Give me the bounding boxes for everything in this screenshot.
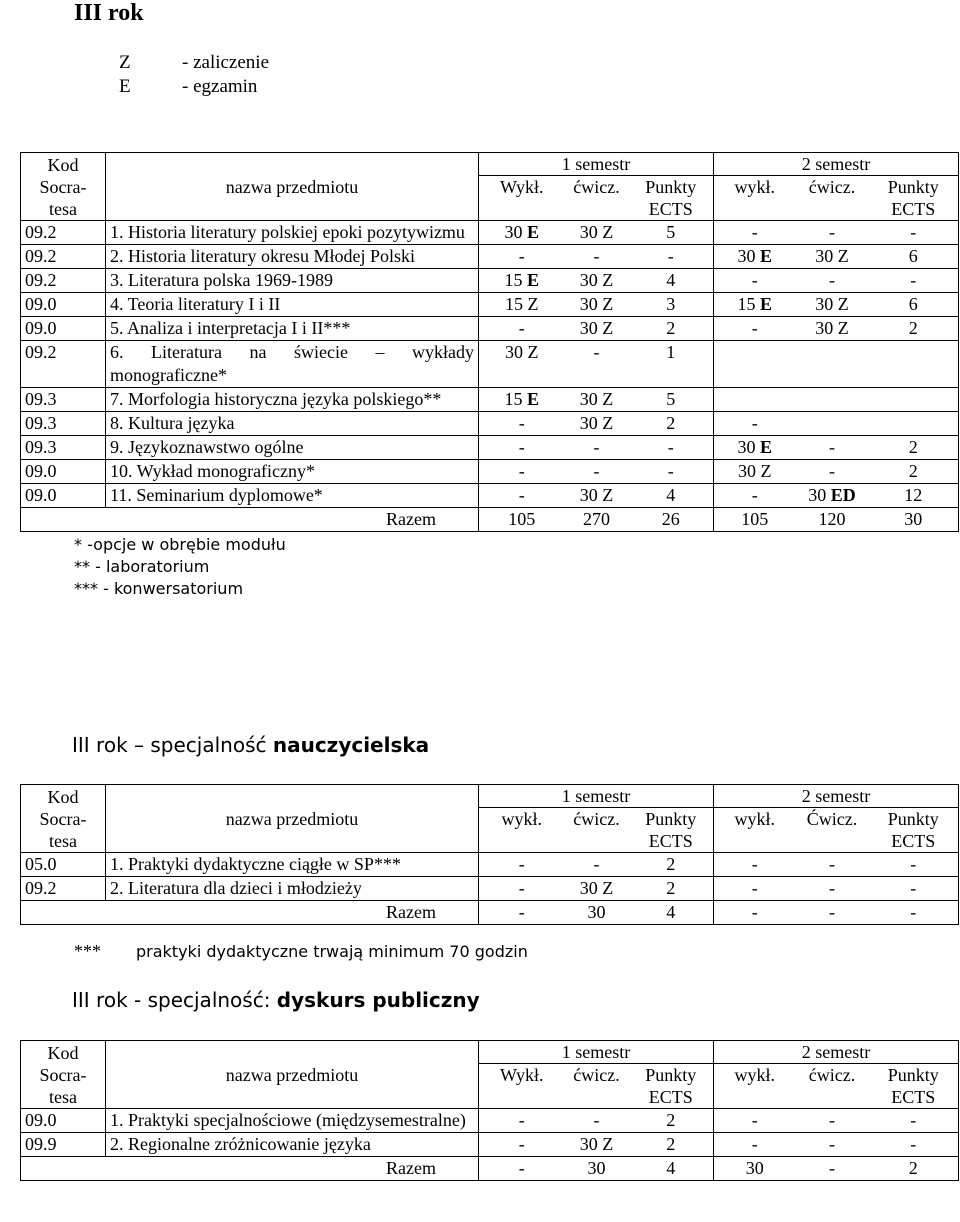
- cell-value: 4: [629, 484, 714, 508]
- total-value: 26: [629, 508, 714, 532]
- footnote-mark: ***: [74, 941, 101, 961]
- cell-value: -: [629, 460, 714, 484]
- cell-value: 30 Z: [714, 460, 796, 484]
- cell-value: 30 Z: [565, 317, 629, 341]
- total-label: Razem: [21, 1157, 479, 1181]
- header-c1: Wykł.: [479, 1064, 565, 1109]
- total-value: -: [714, 901, 796, 925]
- course-table-teaching: [20, 784, 959, 925]
- total-value: -: [869, 901, 959, 925]
- footnote-teaching: [74, 941, 528, 962]
- cell-value: -: [796, 853, 869, 877]
- cell-value: 30 Z: [479, 341, 565, 388]
- cell-value: 30 Z: [796, 317, 869, 341]
- cell-value: 30 Z: [565, 412, 629, 436]
- cell-value: -: [565, 245, 629, 269]
- header-kod: Kod Socra- tesa: [21, 1041, 106, 1109]
- cell-value: 30 ED: [796, 484, 869, 508]
- cell-value: -: [714, 269, 796, 293]
- header-sem1: 1 semestr: [479, 1041, 714, 1064]
- cell-value: 2: [629, 1109, 714, 1133]
- cell-value: [869, 341, 959, 388]
- cell-value: 30 Z: [565, 293, 629, 317]
- cell-kod: 09.2: [21, 269, 106, 293]
- header-row: [21, 1041, 959, 1064]
- header-nazwa: nazwa przedmiotu: [106, 1041, 479, 1109]
- cell-value: -: [479, 436, 565, 460]
- cell-value: 3: [629, 293, 714, 317]
- cell-value: 15 E: [479, 388, 565, 412]
- cell-kod: 09.0: [21, 1109, 106, 1133]
- table-row: [21, 221, 959, 245]
- cell-value: 2: [869, 436, 959, 460]
- cell-value: -: [796, 221, 869, 245]
- cell-kod: 09.9: [21, 1133, 106, 1157]
- cell-value: 30 Z: [565, 1133, 629, 1157]
- total-value: 2: [869, 1157, 959, 1181]
- cell-value: [869, 412, 959, 436]
- cell-nazwa: 1. Historia literatury polskiej epoki pozytywizmu: [106, 221, 479, 245]
- cell-value: -: [629, 245, 714, 269]
- cell-value: -: [565, 460, 629, 484]
- cell-nazwa: 1. Praktyki specjalnościowe (międzysemestralne): [106, 1109, 479, 1133]
- cell-value: -: [796, 1133, 869, 1157]
- header-c2: ćwicz.: [565, 176, 629, 221]
- section-name: dyskurs publiczny: [276, 988, 480, 1012]
- cell-kod: 09.2: [21, 341, 106, 388]
- header-c2: ćwicz.: [565, 1064, 629, 1109]
- total-value: 4: [629, 1157, 714, 1181]
- cell-value: -: [796, 877, 869, 901]
- total-value: 30: [565, 1157, 629, 1181]
- table-row: [21, 1109, 959, 1133]
- table-row: [21, 460, 959, 484]
- cell-value: -: [796, 460, 869, 484]
- header-c3: Punkty ECTS: [629, 1064, 714, 1109]
- total-row: [21, 901, 959, 925]
- cell-value: -: [869, 221, 959, 245]
- header-nazwa: nazwa przedmiotu: [106, 153, 479, 221]
- legend-key: Z: [119, 52, 131, 73]
- cell-nazwa: 7. Morfologia historyczna języka polskiego**: [106, 388, 479, 412]
- cell-value: 15 E: [714, 293, 796, 317]
- cell-value: 30 Z: [565, 221, 629, 245]
- cell-kod: 09.2: [21, 221, 106, 245]
- total-value: 105: [479, 508, 565, 532]
- cell-kod: 09.0: [21, 484, 106, 508]
- cell-value: -: [479, 1109, 565, 1133]
- header-c1: Wykł.: [479, 176, 565, 221]
- cell-nazwa: 6. Literatura na świecie – wykłady monograficzne*: [106, 341, 479, 388]
- total-row: [21, 508, 959, 532]
- cell-kod: 05.0: [21, 853, 106, 877]
- cell-value: [796, 412, 869, 436]
- section-prefix: III rok - specjalność:: [72, 988, 277, 1012]
- cell-value: [714, 341, 796, 388]
- footnote-line: * -opcje w obrębie modułu: [74, 535, 286, 554]
- table-row: [21, 484, 959, 508]
- total-label: Razem: [21, 508, 479, 532]
- cell-nazwa: 5. Analiza i interpretacja I i II***: [106, 317, 479, 341]
- cell-value: 4: [629, 269, 714, 293]
- header-c3: Punkty ECTS: [629, 176, 714, 221]
- cell-value: 2: [869, 317, 959, 341]
- cell-nazwa: 2. Regionalne zróżnicowanie języka: [106, 1133, 479, 1157]
- footnote-line: *** - konwersatorium: [74, 579, 244, 598]
- cell-value: 30 Z: [796, 293, 869, 317]
- section-title-teaching: [72, 733, 429, 757]
- header-c5: Ćwicz.: [796, 808, 869, 853]
- cell-nazwa: 9. Językoznawstwo ogólne: [106, 436, 479, 460]
- total-value: 30: [565, 901, 629, 925]
- cell-value: 30 Z: [565, 388, 629, 412]
- cell-value: 15 Z: [479, 293, 565, 317]
- cell-value: 15 E: [479, 269, 565, 293]
- header-c4: wykł.: [714, 1064, 796, 1109]
- legend-key: E: [119, 76, 131, 97]
- header-c6: Punkty ECTS: [869, 176, 959, 221]
- table-row: [21, 877, 959, 901]
- header-c1: wykł.: [479, 808, 565, 853]
- total-value: 30: [869, 508, 959, 532]
- cell-value: -: [714, 484, 796, 508]
- header-c6: Punkty ECTS: [869, 808, 959, 853]
- total-value: 4: [629, 901, 714, 925]
- cell-value: -: [869, 1133, 959, 1157]
- cell-value: -: [479, 460, 565, 484]
- cell-value: 30 Z: [796, 245, 869, 269]
- cell-value: 5: [629, 388, 714, 412]
- cell-value: -: [714, 877, 796, 901]
- total-value: -: [479, 901, 565, 925]
- cell-kod: 09.3: [21, 412, 106, 436]
- total-value: -: [796, 1157, 869, 1181]
- cell-value: -: [869, 853, 959, 877]
- cell-nazwa: 2. Literatura dla dzieci i młodzieży: [106, 877, 479, 901]
- header-sem2: 2 semestr: [714, 785, 959, 808]
- cell-nazwa: 11. Seminarium dyplomowe*: [106, 484, 479, 508]
- cell-value: -: [714, 1133, 796, 1157]
- legend-value: - zaliczenie: [182, 52, 270, 73]
- header-kod: Kod Socra- tesa: [21, 785, 106, 853]
- table-row: [21, 1133, 959, 1157]
- cell-kod: 09.0: [21, 317, 106, 341]
- header-c5: ćwicz.: [796, 176, 869, 221]
- total-value: -: [796, 901, 869, 925]
- total-value: 30: [714, 1157, 796, 1181]
- cell-value: -: [565, 341, 629, 388]
- footnote-text: praktyki dydaktyczne trwają minimum 70 godzin: [136, 942, 528, 961]
- cell-value: -: [869, 1109, 959, 1133]
- section-prefix: III rok – specjalność: [72, 733, 273, 757]
- cell-value: -: [796, 436, 869, 460]
- cell-value: 6: [869, 293, 959, 317]
- cell-value: 6: [869, 245, 959, 269]
- cell-value: -: [479, 877, 565, 901]
- cell-value: -: [629, 436, 714, 460]
- cell-value: -: [714, 1109, 796, 1133]
- cell-value: [796, 341, 869, 388]
- header-sem1: 1 semestr: [479, 785, 714, 808]
- cell-kod: 09.2: [21, 245, 106, 269]
- header-c4: wykł.: [714, 808, 796, 853]
- cell-value: -: [479, 412, 565, 436]
- cell-value: -: [714, 317, 796, 341]
- table-row: [21, 269, 959, 293]
- cell-value: [714, 388, 796, 412]
- cell-nazwa: 2. Historia literatury okresu Młodej Polski: [106, 245, 479, 269]
- cell-value: -: [565, 1109, 629, 1133]
- cell-value: 12: [869, 484, 959, 508]
- header-sem1: 1 semestr: [479, 153, 714, 176]
- table-row: [21, 436, 959, 460]
- cell-nazwa: 1. Praktyki dydaktyczne ciągłe w SP***: [106, 853, 479, 877]
- cell-kod: 09.3: [21, 388, 106, 412]
- total-value: 270: [565, 508, 629, 532]
- cell-value: -: [479, 1133, 565, 1157]
- cell-nazwa: 8. Kultura języka: [106, 412, 479, 436]
- cell-value: 2: [629, 877, 714, 901]
- header-c5: ćwicz.: [796, 1064, 869, 1109]
- footnote-line: ** - laboratorium: [74, 557, 210, 576]
- cell-value: -: [796, 1109, 869, 1133]
- cell-value: [869, 388, 959, 412]
- cell-nazwa: 4. Teoria literatury I i II: [106, 293, 479, 317]
- cell-value: -: [565, 436, 629, 460]
- header-c2: ćwicz.: [565, 808, 629, 853]
- cell-value: -: [479, 853, 565, 877]
- cell-value: -: [869, 877, 959, 901]
- cell-value: 30 E: [714, 436, 796, 460]
- cell-value: 30 E: [714, 245, 796, 269]
- table-row: [21, 853, 959, 877]
- cell-kod: 09.0: [21, 293, 106, 317]
- cell-value: -: [714, 412, 796, 436]
- cell-nazwa: 3. Literatura polska 1969-1989: [106, 269, 479, 293]
- cell-nazwa: 10. Wykład monograficzny*: [106, 460, 479, 484]
- table-row: [21, 245, 959, 269]
- total-value: -: [479, 1157, 565, 1181]
- course-table-public: [20, 1040, 959, 1181]
- cell-value: [796, 388, 869, 412]
- cell-value: -: [714, 853, 796, 877]
- section-name: nauczycielska: [272, 733, 430, 757]
- cell-value: -: [479, 245, 565, 269]
- cell-value: -: [479, 317, 565, 341]
- table-row: [21, 317, 959, 341]
- course-table-main: [20, 152, 959, 532]
- header-nazwa: nazwa przedmiotu: [106, 785, 479, 853]
- cell-value: 30 Z: [565, 484, 629, 508]
- table-row: [21, 412, 959, 436]
- total-row: [21, 1157, 959, 1181]
- header-sem2: 2 semestr: [714, 153, 959, 176]
- total-value: 120: [796, 508, 869, 532]
- cell-kod: 09.2: [21, 877, 106, 901]
- header-kod: Kod Socra- tesa: [21, 153, 106, 221]
- cell-value: -: [796, 269, 869, 293]
- cell-value: 2: [869, 460, 959, 484]
- cell-value: 5: [629, 221, 714, 245]
- cell-value: 30 E: [479, 221, 565, 245]
- cell-value: 2: [629, 1133, 714, 1157]
- cell-kod: 09.3: [21, 436, 106, 460]
- cell-value: 2: [629, 412, 714, 436]
- cell-value: 1: [629, 341, 714, 388]
- total-label: Razem: [21, 901, 479, 925]
- legend-value: - egzamin: [182, 76, 258, 97]
- cell-value: 2: [629, 317, 714, 341]
- total-value: 105: [714, 508, 796, 532]
- cell-kod: 09.0: [21, 460, 106, 484]
- header-row: [21, 153, 959, 176]
- cell-value: -: [479, 484, 565, 508]
- cell-value: 30 Z: [565, 269, 629, 293]
- page-title: III rok: [74, 0, 144, 26]
- header-row: [21, 785, 959, 808]
- header-c4: wykł.: [714, 176, 796, 221]
- table-row: [21, 293, 959, 317]
- cell-value: -: [869, 269, 959, 293]
- header-sem2: 2 semestr: [714, 1041, 959, 1064]
- header-c6: Punkty ECTS: [869, 1064, 959, 1109]
- cell-value: 30 Z: [565, 877, 629, 901]
- header-c3: Punkty ECTS: [629, 808, 714, 853]
- table-row: [21, 341, 959, 388]
- table-row: [21, 388, 959, 412]
- cell-value: 2: [629, 853, 714, 877]
- cell-value: -: [565, 853, 629, 877]
- cell-value: -: [714, 221, 796, 245]
- section-title-public: [72, 988, 480, 1012]
